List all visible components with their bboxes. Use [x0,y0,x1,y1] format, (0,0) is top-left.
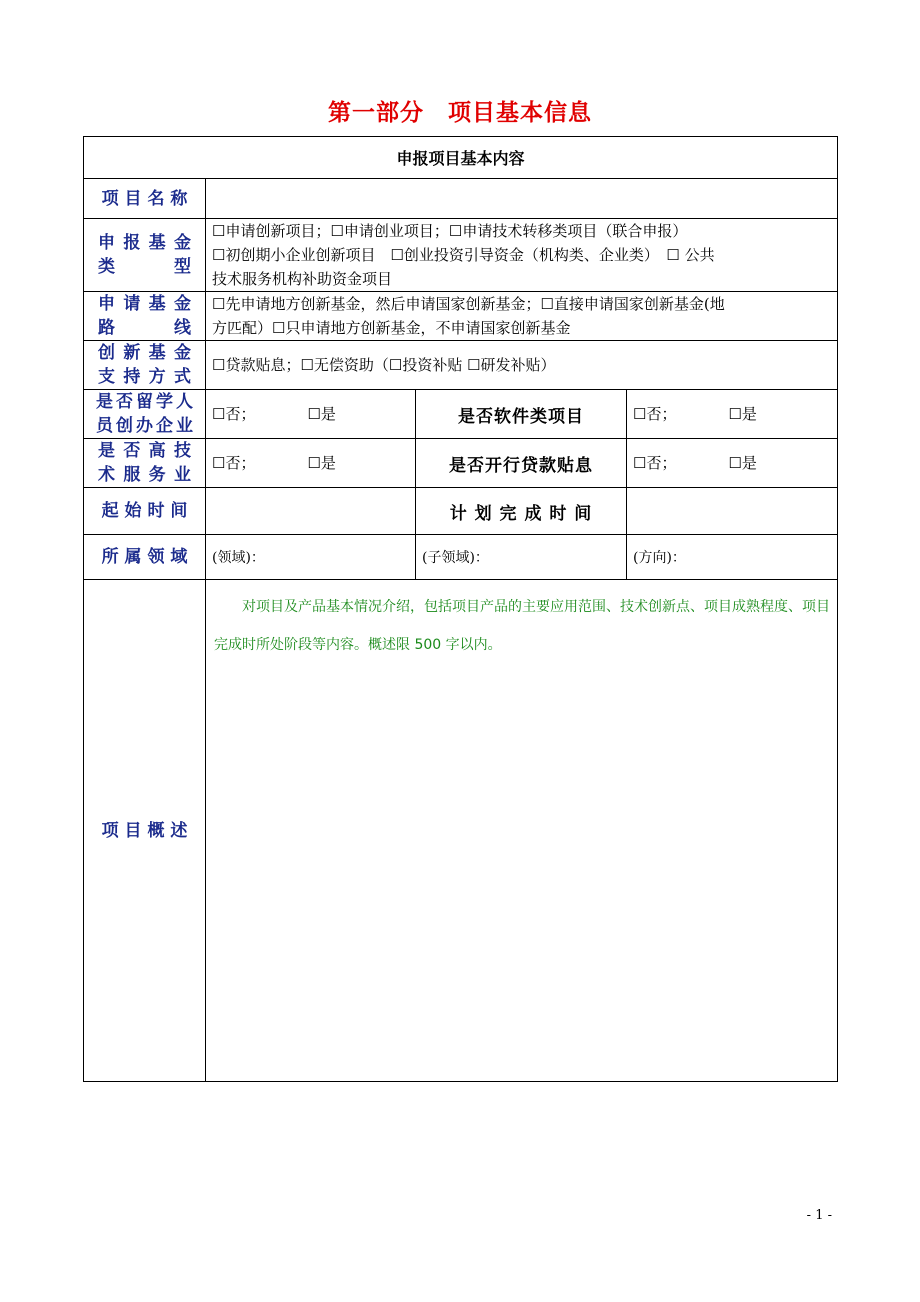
subdomain-field[interactable]: (子领域)： [416,535,627,580]
fund-type-label-line2: 类 型 [98,257,191,277]
hightech-options[interactable] [206,439,416,488]
fund-type-label [84,219,206,292]
project-name-field[interactable] [206,179,838,219]
field-label: 所 属 领 域 [84,535,206,580]
project-info-table [83,136,838,1082]
fund-type-line[interactable]: ☐初创期小企业创新项目 ☐创业投资引导资金（机构类、企业类） ☐ 公共 [212,246,715,264]
fund-type-line[interactable]: ☐申请创新项目；☐申请创业项目；☐申请技术转移类项目（联合申报） [212,222,688,240]
loan-subsidy-no-checkbox[interactable]: ☐否； [633,454,677,472]
route-line[interactable]: ☐先申请地方创新基金，然后申请国家创新基金；☐直接申请国家创新基金(地 [212,295,725,313]
support-options[interactable]: ☐贷款贴息；☐无偿资助（☐投资补贴 ☐研发补贴） [206,341,838,390]
returnee-label-line1: 是否留学人 [96,392,193,412]
support-label [84,341,206,390]
hightech-label-line1: 是否高技 [98,441,191,461]
table-header: 申报项目基本内容 [84,137,838,179]
returnee-yes-checkbox[interactable]: ☐是 [307,405,336,423]
page-title: 第一部分 项目基本信息 [328,100,592,126]
returnee-label [84,390,206,439]
support-label-line2: 支持方式 [98,367,191,387]
planned-completion-label: 计 划 完 成 时 间 [416,488,627,535]
planned-completion-field[interactable] [627,488,838,535]
fund-type-line[interactable]: 技术服务机构补助资金项目 [212,270,393,288]
software-options[interactable] [627,390,838,439]
start-time-field[interactable] [206,488,416,535]
software-no-checkbox[interactable]: ☐否； [633,405,677,423]
hightech-label [84,439,206,488]
loan-subsidy-label: 是否开行贷款贴息 [416,439,627,488]
route-label-line1: 申请基金 [98,294,191,314]
route-label-line2: 路 线 [98,318,191,338]
software-label: 是否软件类项目 [416,390,627,439]
fund-type-label-line1: 申报基金 [98,233,191,253]
direction-field[interactable]: (方向)： [627,535,838,580]
hightech-label-line2: 术服务业 [98,465,191,485]
overview-field[interactable] [206,580,838,1082]
loan-subsidy-yes-checkbox[interactable]: ☐是 [728,454,757,472]
hightech-yes-checkbox[interactable]: ☐是 [307,454,336,472]
fund-type-options[interactable] [206,219,838,292]
software-yes-checkbox[interactable]: ☐是 [728,405,757,423]
start-time-label: 起 始 时 间 [84,488,206,535]
route-line[interactable]: 方匹配）☐只申请地方创新基金，不申请国家创新基金 [212,319,571,337]
returnee-options[interactable] [206,390,416,439]
route-options[interactable] [206,292,838,341]
domain-field[interactable]: (领域)： [206,535,416,580]
page-number: - 1 - [806,1208,832,1223]
returnee-no-checkbox[interactable]: ☐否； [212,405,256,423]
project-name-label: 项 目 名 称 [84,179,206,219]
overview-label: 项 目 概 述 [84,580,206,1082]
hightech-no-checkbox[interactable]: ☐否； [212,454,256,472]
support-label-line1: 创新基金 [98,343,191,363]
returnee-label-line2: 员创办企业 [96,416,193,436]
overview-hint: 对项目及产品基本情况介绍，包括项目产品的主要应用范围、技术创新点、项目成熟程度、项目完成时所处阶段等内容。概述限 500 字以内。 [214,599,830,653]
route-label [84,292,206,341]
loan-subsidy-options[interactable] [627,439,838,488]
